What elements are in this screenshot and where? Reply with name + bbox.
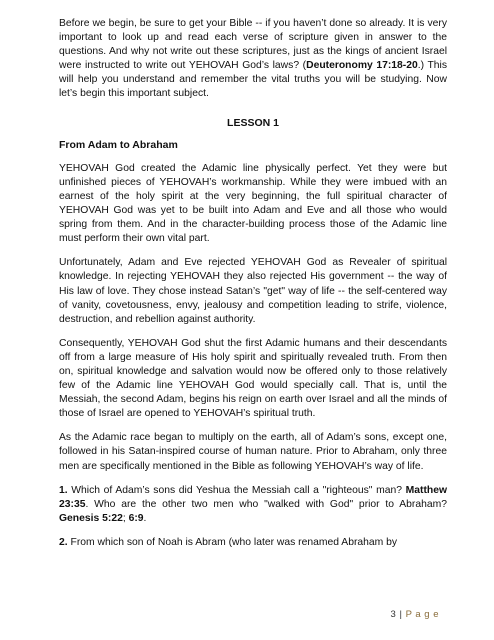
question-number: 1. (59, 484, 68, 496)
scripture-reference: Deuteronomy 17:18-20 (306, 60, 418, 72)
question-text: . Who are the other two men who "walked with God" prior to Abraham? (85, 498, 447, 510)
page-number: 3 (390, 609, 397, 620)
lesson-title: LESSON 1 (227, 116, 279, 129)
intro-text-1: Before we begin, be sure to get your Bible -- if you haven’t done so already. It is very important to look up and read each verse of scripture given in answer to the questions. And why not write out these scriptures, just as the kings of ancient Israel were instructed to write out YEHOVAH God’s laws? ( (59, 18, 447, 72)
question-text: . (143, 512, 147, 524)
body-paragraph: Unfortunately, Adam and Eve rejected YEHOVAH God as Revealer of spiritual knowledge. In rejecting YEHOVAH they also rejected His government -- the way of His law of love. They chose instead Satan’s "get" way of life -- the self-centered way of vanity, covetousness, envy, jealousy and competition leading to strife, violence, destruction, and rebellion against authority. (59, 257, 447, 325)
body-paragraph: As the Adamic race began to multiply on the earth, all of Adam’s sons, except one, followed in his Satan-inspired course of human nature. Prior to Abraham, only three men are specifically mentioned in the Bible as following YEHOVAH’s way of life. (59, 432, 447, 472)
intro-text-2: .) This will help you understand and remember the vital truths you will be studying. Now let’s begin this important subject. (59, 60, 448, 100)
scripture-reference: 6:9 (128, 512, 144, 524)
intro-paragraph (59, 17, 447, 102)
body-paragraph: Consequently, YEHOVAH God shut the first Adamic humans and their descendants off from a large measure of His holy spirit and spiritually revealed truth. From then on, spiritual knowledge and salvation would now be offered only to those relatively few of the Adamic line YEHOVAH God would specially call. That is, until the Messiah, the second Adam, begins his reign on earth over Israel and all the minds of those of Israel are opened to YEHOVAH’s spiritual truth. (59, 337, 447, 420)
page-content (59, 17, 447, 550)
question-text: From which son of Noah is Abram (who later was renamed Abraham by (67, 536, 398, 548)
scripture-reference: Matthew 23:35 (59, 484, 447, 510)
body-paragraph: YEHOVAH God created the Adamic line physically perfect. Yet they were but unfinished pieces of YEHOVAH’s workmanship. While they were imbued with an earnest of the holy spirit at the very beginning, the full spiritual character of YEHOVAH God was yet to be built into Adam and Eve and all those who would spring from them. And in the character-building process those of the Adamic line must perform their own vital part. (59, 162, 447, 245)
question-text: ; (122, 512, 129, 524)
question-number: 2. (59, 536, 68, 548)
question-2 (59, 536, 447, 550)
footer-separator: | (399, 609, 403, 620)
section-title: From Adam to Abraham (59, 138, 178, 151)
page-label: P a g e (405, 609, 439, 620)
scripture-reference: Genesis 5:22 (59, 512, 123, 524)
page-footer (391, 609, 439, 620)
question-1 (59, 484, 447, 526)
question-text: Which of Adam’s sons did Yeshua the Messiah call a "righteous" man? (67, 484, 406, 496)
